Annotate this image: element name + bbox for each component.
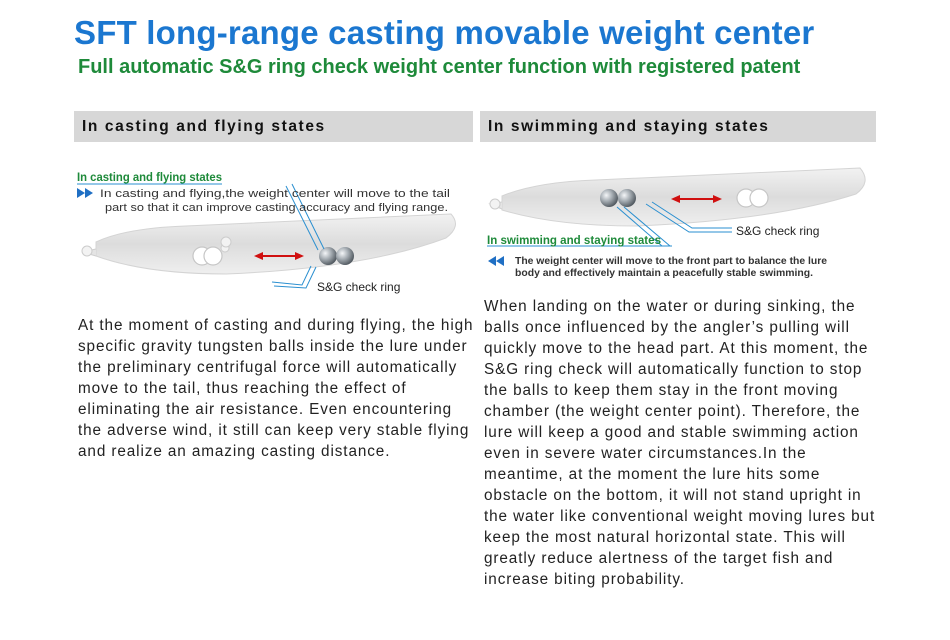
lure-body xyxy=(96,214,455,274)
tow-eye xyxy=(490,199,500,209)
diagram-caption: body and effectively maintain a peacefully stable swimming. xyxy=(515,268,814,279)
ring-label: S&G check ring xyxy=(736,224,820,238)
tungsten-ball xyxy=(600,189,618,207)
casting-description: At the moment of casting and during flying, the high specific gravity tungsten balls inside the lure under the preliminary centrifugal force will automatically move to the tail, thus reaching the effect of eliminating the air resistance. Even encountering the adverse wind, it still can keep very stable flying and realize an amazing casting distance. xyxy=(78,317,474,460)
diagram-caption: part so that it can improve casting accuracy and flying range. xyxy=(105,202,448,214)
casting-diagram xyxy=(66,146,476,301)
diagram-caption: The weight center will move to the front part to balance the lure xyxy=(515,256,828,267)
swimming-description: When landing on the water or during sinking, the balls once influenced by the angler’s pulling will quickly move to the head part. At this moment, the S&G ring check will automatically function to stop the balls to keep them stay in the front moving chamber (the weight center point). Therefore, the lure will keep a good and stable swimming action even in severe water circumstances.In the meantime, at the moment the lure hits some obstacle on the bottom, it will not stand upright in the water like conventional weight moving lures but keep the most natural horizontal state. This will greatly reduce alertness of the target fish and increase biting probability. xyxy=(484,298,876,588)
tungsten-ball xyxy=(319,247,337,265)
page-title: SFT long-range casting movable weight center xyxy=(74,14,815,51)
direction-marker-icon xyxy=(488,256,496,266)
tungsten-ball xyxy=(618,189,636,207)
section-heading-swimming: In swimming and staying states xyxy=(480,111,876,142)
ring-chamber xyxy=(750,189,768,207)
diagram-label: In casting and flying states xyxy=(77,172,222,184)
tow-eye xyxy=(82,246,92,256)
diagram-label: In swimming and staying states xyxy=(487,235,661,247)
lure-body xyxy=(502,168,865,226)
section-heading-casting: In casting and flying states xyxy=(74,111,473,142)
direction-marker-icon xyxy=(77,188,85,198)
diagram-caption: In casting and flying,the weight center will move to the tail xyxy=(100,188,450,200)
swimming-diagram xyxy=(476,146,886,301)
ring-chamber xyxy=(204,247,222,265)
ring-label: S&G check ring xyxy=(317,280,401,294)
tungsten-ball xyxy=(336,247,354,265)
hook-eye xyxy=(221,237,231,247)
page-subtitle: Full automatic S&G ring check weight center function with registered patent xyxy=(78,56,801,78)
